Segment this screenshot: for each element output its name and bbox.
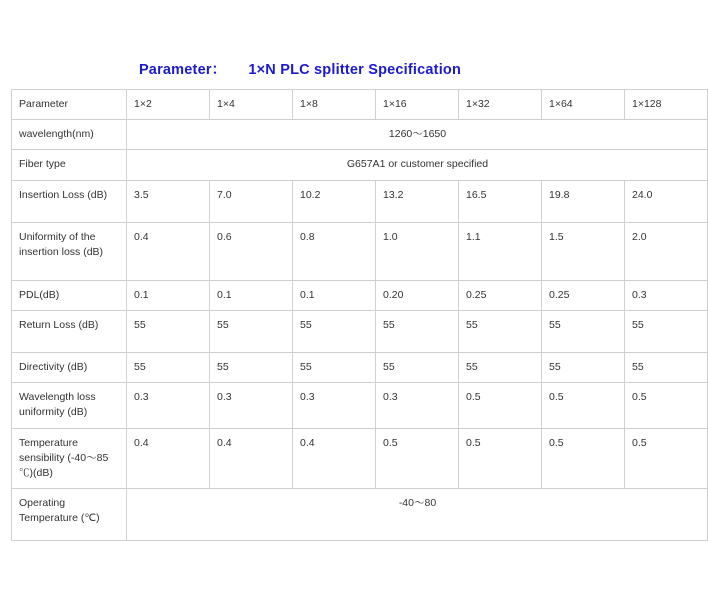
cell-wavelength-loss-1x2: 0.3 xyxy=(127,383,210,428)
cell-return-loss-1x2: 55 xyxy=(127,310,210,352)
cell-uniformity-1x8: 0.8 xyxy=(293,222,376,280)
column-header-1x128: 1×128 xyxy=(625,90,708,120)
table-row xyxy=(12,280,708,310)
column-header-1x32: 1×32 xyxy=(459,90,542,120)
cell-temp-sensibility-1x8: 0.4 xyxy=(293,428,376,489)
cell-temp-sensibility-1x4: 0.4 xyxy=(210,428,293,489)
row-value-wavelength: 1260～1650 xyxy=(127,120,708,150)
cell-directivity-1x16: 55 xyxy=(376,352,459,382)
cell-wavelength-loss-1x8: 0.3 xyxy=(293,383,376,428)
cell-uniformity-1x16: 1.0 xyxy=(376,222,459,280)
cell-return-loss-1x16: 55 xyxy=(376,310,459,352)
row-label-temperature-sensibility: Temperature sensibility (-40～85 ℃)(dB) xyxy=(12,428,127,489)
cell-insertion-loss-1x128: 24.0 xyxy=(625,180,708,222)
row-value-fiber-type: G657A1 or customer specified xyxy=(127,150,708,180)
column-header-1x64: 1×64 xyxy=(542,90,625,120)
cell-directivity-1x32: 55 xyxy=(459,352,542,382)
cell-wavelength-loss-1x64: 0.5 xyxy=(542,383,625,428)
table-row xyxy=(12,352,708,382)
column-header-1x16: 1×16 xyxy=(376,90,459,120)
table-row xyxy=(12,428,708,489)
cell-uniformity-1x128: 2.0 xyxy=(625,222,708,280)
cell-return-loss-1x128: 55 xyxy=(625,310,708,352)
cell-wavelength-loss-1x128: 0.5 xyxy=(625,383,708,428)
cell-return-loss-1x64: 55 xyxy=(542,310,625,352)
cell-insertion-loss-1x32: 16.5 xyxy=(459,180,542,222)
cell-insertion-loss-1x8: 10.2 xyxy=(293,180,376,222)
cell-insertion-loss-1x64: 19.8 xyxy=(542,180,625,222)
cell-temp-sensibility-1x2: 0.4 xyxy=(127,428,210,489)
cell-wavelength-loss-1x4: 0.3 xyxy=(210,383,293,428)
cell-return-loss-1x32: 55 xyxy=(459,310,542,352)
cell-temp-sensibility-1x64: 0.5 xyxy=(542,428,625,489)
row-label-insertion-loss: Insertion Loss (dB) xyxy=(12,180,127,222)
cell-uniformity-1x32: 1.1 xyxy=(459,222,542,280)
cell-directivity-1x128: 55 xyxy=(625,352,708,382)
column-header-1x2: 1×2 xyxy=(127,90,210,120)
table-row xyxy=(12,180,708,222)
cell-uniformity-1x2: 0.4 xyxy=(127,222,210,280)
specification-table xyxy=(11,89,708,541)
cell-directivity-1x8: 55 xyxy=(293,352,376,382)
cell-directivity-1x4: 55 xyxy=(210,352,293,382)
cell-directivity-1x64: 55 xyxy=(542,352,625,382)
cell-pdl-1x32: 0.25 xyxy=(459,280,542,310)
row-label-uniformity-insertion-loss: Uniformity of the insertion loss (dB) xyxy=(12,222,127,280)
row-label-directivity: Directivity (dB) xyxy=(12,352,127,382)
cell-insertion-loss-1x4: 7.0 xyxy=(210,180,293,222)
page-title-main: 1×N PLC splitter Specification xyxy=(248,62,462,78)
cell-pdl-1x64: 0.25 xyxy=(542,280,625,310)
table-row xyxy=(12,120,708,150)
column-header-parameter: Parameter xyxy=(12,90,127,120)
row-label-operating-temperature: Operating Temperature (℃) xyxy=(12,489,127,541)
row-label-wavelength: wavelength(nm) xyxy=(12,120,127,150)
table-row xyxy=(12,222,708,280)
cell-wavelength-loss-1x32: 0.5 xyxy=(459,383,542,428)
cell-directivity-1x2: 55 xyxy=(127,352,210,382)
cell-temp-sensibility-1x128: 0.5 xyxy=(625,428,708,489)
cell-uniformity-1x4: 0.6 xyxy=(210,222,293,280)
cell-wavelength-loss-1x16: 0.3 xyxy=(376,383,459,428)
row-value-operating-temperature: -40～80 xyxy=(127,489,708,541)
row-label-fiber-type: Fiber type xyxy=(12,150,127,180)
cell-temp-sensibility-1x16: 0.5 xyxy=(376,428,459,489)
table-row xyxy=(12,489,708,541)
column-header-1x8: 1×8 xyxy=(293,90,376,120)
table-header-row xyxy=(12,90,708,120)
row-label-pdl: PDL(dB) xyxy=(12,280,127,310)
cell-return-loss-1x4: 55 xyxy=(210,310,293,352)
cell-insertion-loss-1x16: 13.2 xyxy=(376,180,459,222)
column-header-1x4: 1×4 xyxy=(210,90,293,120)
specification-table-container xyxy=(11,89,662,541)
cell-pdl-1x2: 0.1 xyxy=(127,280,210,310)
page-title xyxy=(0,58,600,79)
page-title-label: Parameter： xyxy=(138,62,227,78)
row-label-wavelength-loss-uniformity: Wavelength loss uniformity (dB) xyxy=(12,383,127,428)
cell-pdl-1x4: 0.1 xyxy=(210,280,293,310)
cell-temp-sensibility-1x32: 0.5 xyxy=(459,428,542,489)
cell-pdl-1x16: 0.20 xyxy=(376,280,459,310)
cell-uniformity-1x64: 1.5 xyxy=(542,222,625,280)
cell-insertion-loss-1x2: 3.5 xyxy=(127,180,210,222)
cell-return-loss-1x8: 55 xyxy=(293,310,376,352)
row-label-return-loss: Return Loss (dB) xyxy=(12,310,127,352)
table-row xyxy=(12,383,708,428)
table-row xyxy=(12,310,708,352)
table-row xyxy=(12,150,708,180)
cell-pdl-1x128: 0.3 xyxy=(625,280,708,310)
cell-pdl-1x8: 0.1 xyxy=(293,280,376,310)
